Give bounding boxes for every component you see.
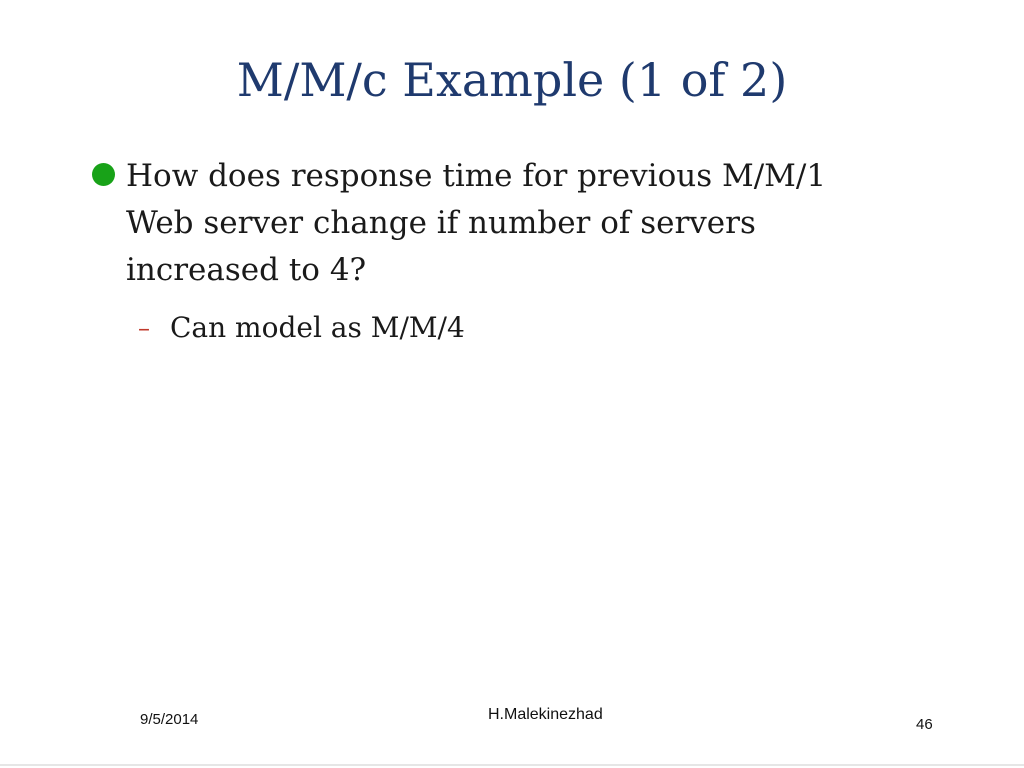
- slide-title: M/M/c Example (1 of 2): [236, 53, 788, 107]
- sub-bullet-dash-icon: –: [138, 314, 150, 342]
- bottom-divider: [0, 764, 1024, 766]
- footer-date: 9/5/2014: [140, 711, 199, 728]
- page-number: 46: [916, 716, 933, 733]
- bullet-text: How does response time for previous M/M/1 Web server change if number of servers increased to 4?: [126, 158, 827, 288]
- bullet-dot-icon: [92, 163, 115, 186]
- sub-bullet-text: Can model as M/M/4: [170, 311, 465, 344]
- footer-author: H.Malekinezhad: [488, 706, 603, 723]
